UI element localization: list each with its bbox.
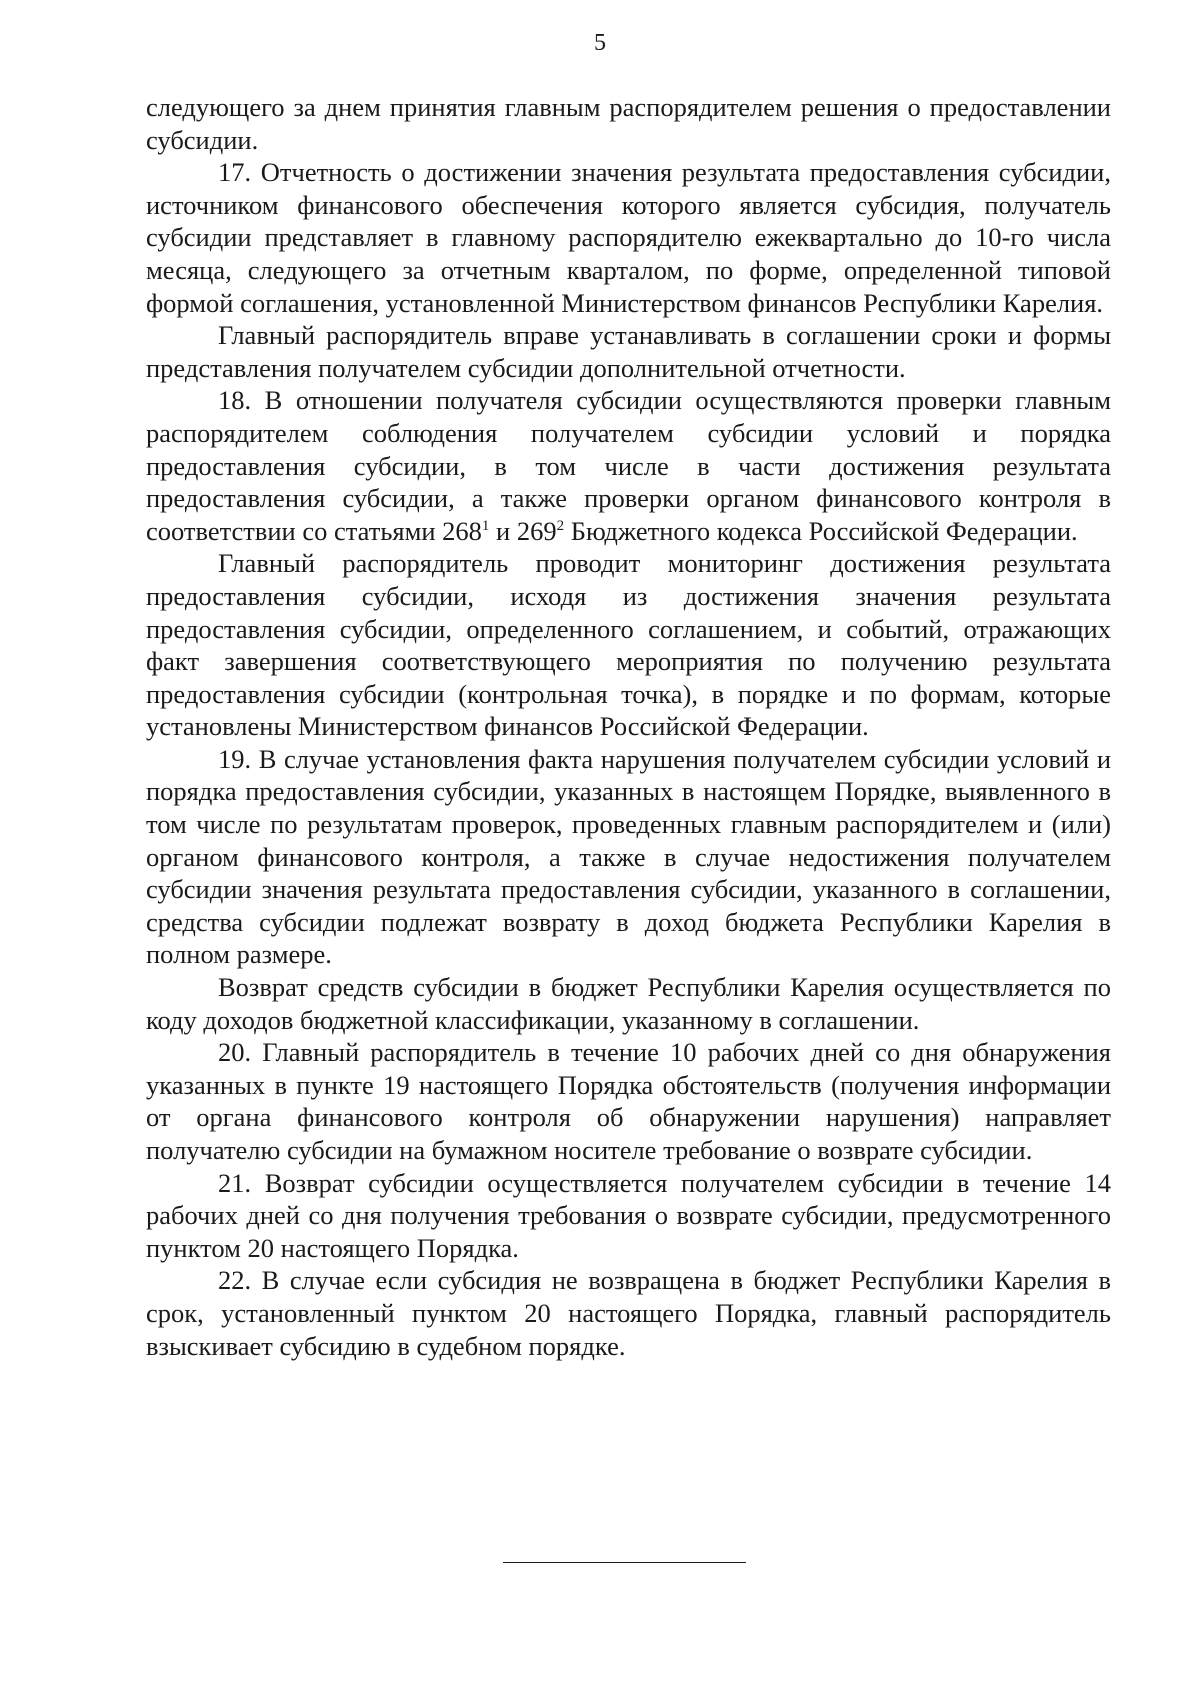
superscript-1: 1 [481, 517, 490, 534]
paragraph-21: 21. Возврат субсидии осуществляется получателем субсидии в течение 14 рабочих дней со дня получения требования о возврате субсидии, предусмотренного пунктом 20 настоящего Порядка. [146, 1167, 1111, 1263]
paragraph-18-text-after: Бюджетного кодекса Российской Федерации. [564, 515, 1078, 546]
paragraph-20: 20. Главный распорядитель в течение 10 рабочих дней со дня обнаружения указанных в пункте 19 настоящего Порядка обстоятельств (получения информации от органа финансового контроля об обнаружении нарушения) направляет получателю субсидии на бумажном носителе требование о возврате субсидии. [146, 1037, 1111, 1165]
closing-divider [503, 1562, 746, 1563]
paragraph-18-monitoring: Главный распорядитель проводит мониторинг достижения результата предоставления субсидии, исходя из достижения значения результата предоставления субсидии, определенного соглашением, и событий, отражающих факт завершения соответствующего мероприятия по получению результата предоставления субсидии (контрольная точка), в порядке и по формам, которые установлены Министерством финансов Российской Федерации. [146, 548, 1111, 742]
paragraph-18-text-middle: и 269 [489, 515, 557, 546]
superscript-2: 2 [556, 517, 565, 534]
paragraph-19-return: Возврат средств субсидии в бюджет Республики Карелия осуществляется по коду доходов бюджетной классификации, указанному в соглашении. [146, 972, 1111, 1035]
page-number: 5 [594, 30, 606, 56]
paragraph-18 [146, 384, 1111, 547]
paragraph-17: 17. Отчетность о достижении значения результата предоставления субсидии, источником финансового обеспечения которого является субсидия, получатель субсидии представляет в главному распорядителю ежеквартально до 10-го числа месяца, следующего за отчетным кварталом, по форме, определенной типовой формой соглашения, установленной Министерством финансов Республики Карелия. [146, 157, 1111, 318]
document-body [146, 91, 1111, 1362]
paragraph-19: 19. В случае установления факта нарушения получателем субсидии условий и порядка предоставления субсидии, указанных в настоящем Порядке, выявленного в том числе по результатам проверок, проведенных главным распорядителем и (или) органом финансового контроля, а также в случае недостижения получателем субсидии значения результата предоставления субсидии, указанного в соглашении, средства субсидии подлежат возврату в доход бюджета Республики Карелия в полном размере. [146, 743, 1111, 970]
paragraph-continuation: следующего за днем принятия главным распорядителем решения о предоставлении субсидии. [146, 92, 1111, 155]
paragraph-18-text-before: 18. В отношении получателя субсидии осуществляются проверки главным распорядителем соблюдения получателем субсидии условий и порядка предоставления субсидии, в том числе в части достижения результата предоставления субсидии, а также проверки органом финансового контроля в соответствии со статьями 268 [146, 385, 1111, 546]
paragraph-17-additional-reporting: Главный распорядитель вправе устанавливать в соглашении сроки и формы представления получателем субсидии дополнительной отчетности. [146, 320, 1111, 383]
paragraph-22: 22. В случае если субсидия не возвращена в бюджет Республики Карелия в срок, установленный пунктом 20 настоящего Порядка, главный распорядитель взыскивает субсидию в судебном порядке. [146, 1265, 1111, 1361]
